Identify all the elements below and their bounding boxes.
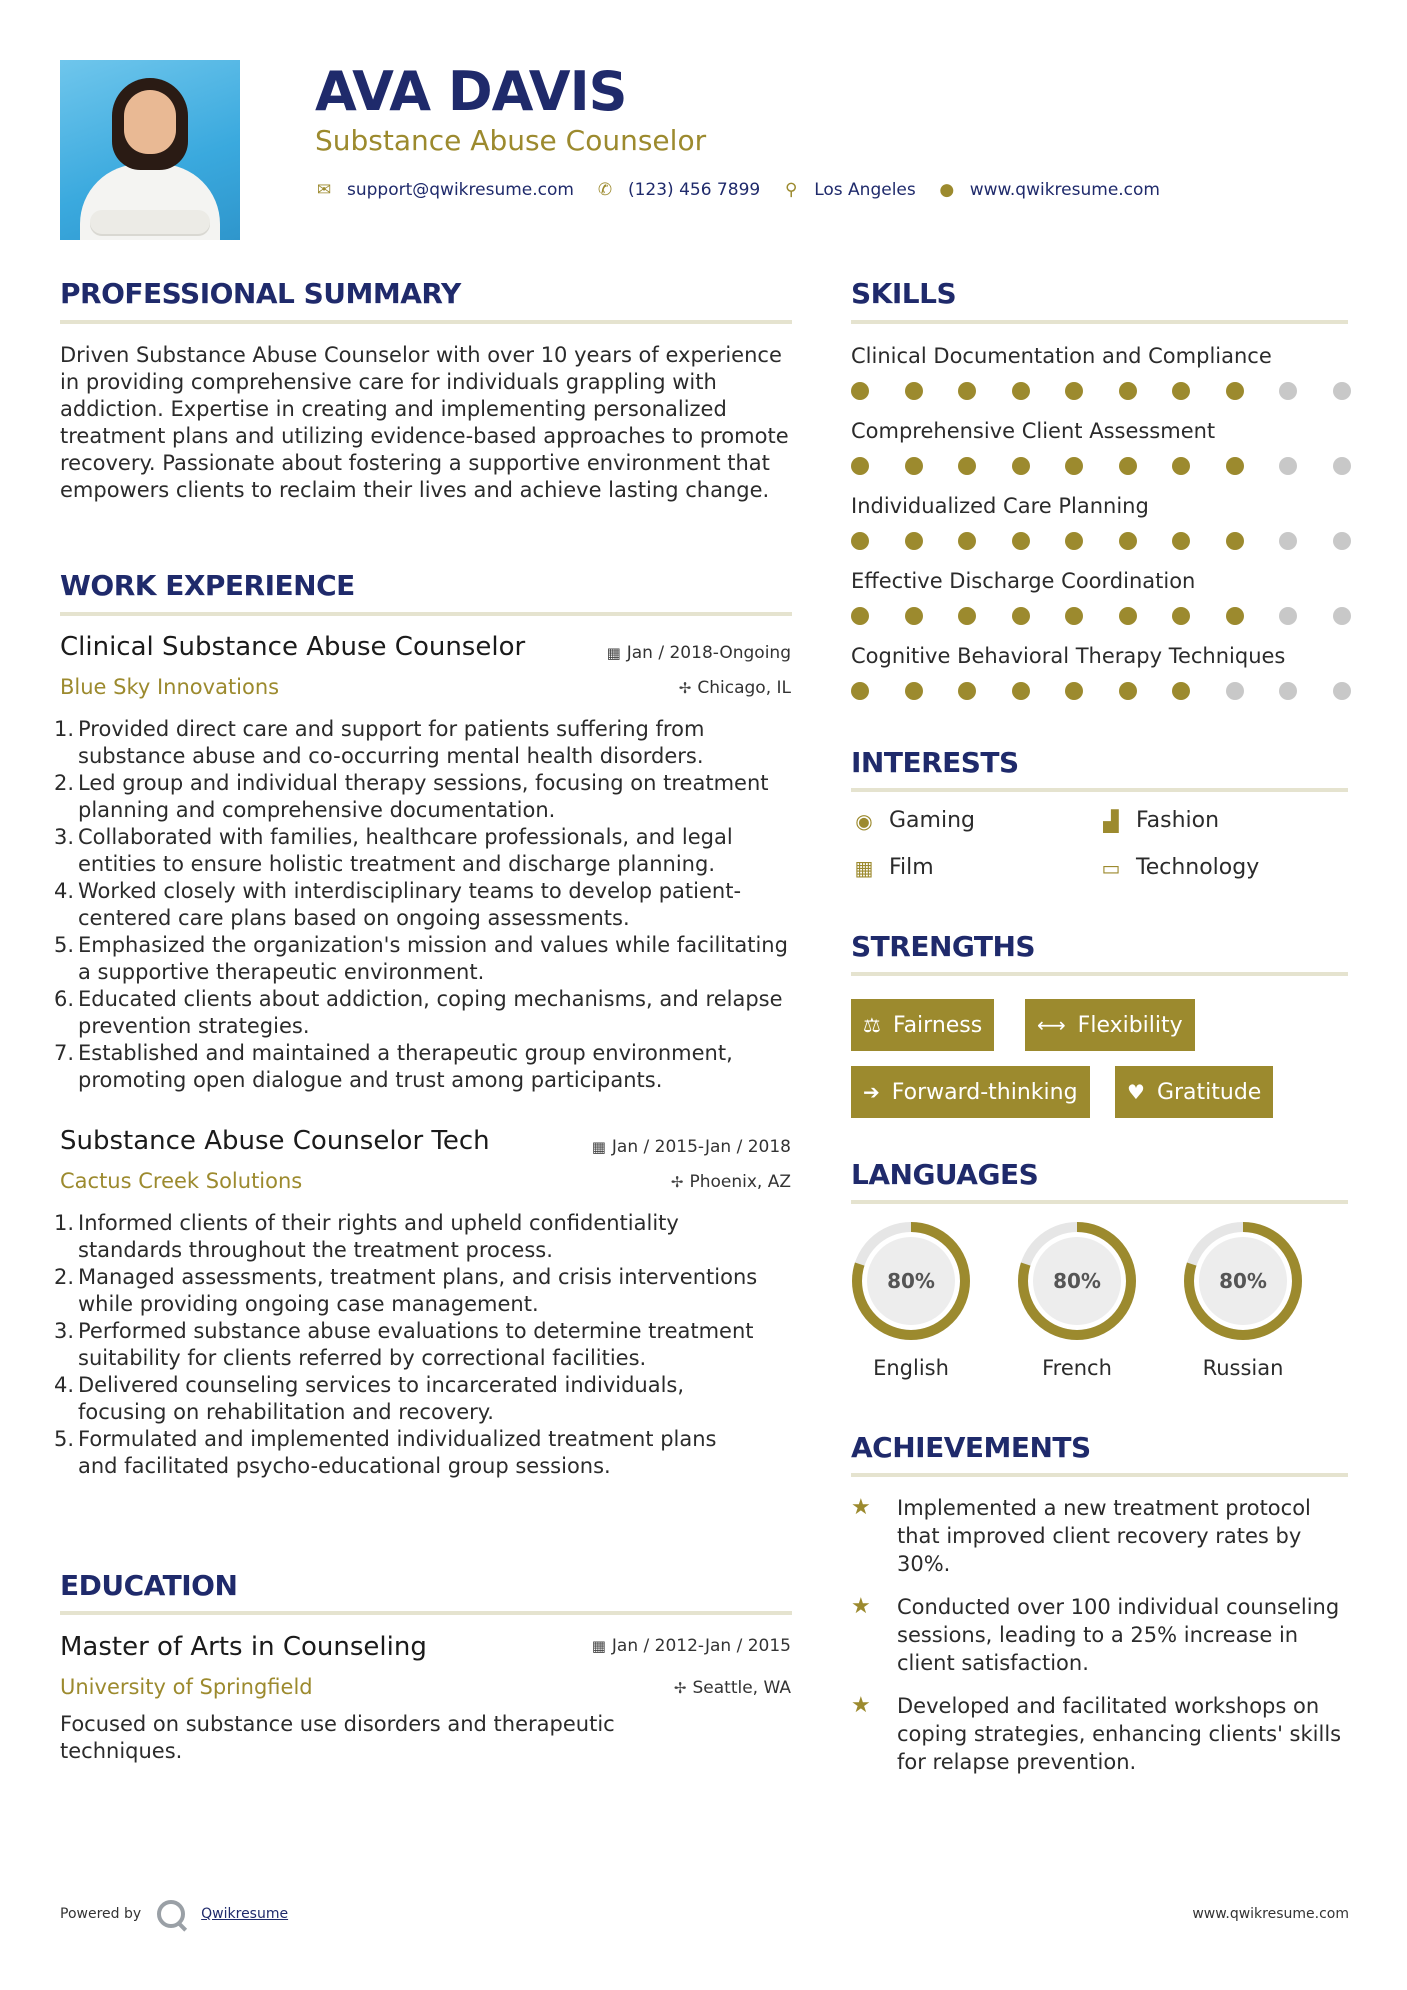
star-award-icon: ★ [851, 1693, 871, 1718]
skills-heading: SKILLS [851, 277, 957, 310]
envelope-icon: ✉ [316, 180, 332, 200]
job-location-text: Chicago, IL [697, 678, 791, 698]
rating-dot-empty [1279, 607, 1297, 625]
rating-dot-filled [1119, 532, 1137, 550]
rating-dot-filled [1012, 457, 1030, 475]
rating-dot-empty [1279, 457, 1297, 475]
list-item: 3. Performed substance abuse evaluations to determine treatment suitability for clients referred by correctional facilities. [54, 1319, 754, 1370]
rating-dot-filled [1172, 382, 1190, 400]
rating-dot-filled [1226, 607, 1244, 625]
rating-dot-empty [1333, 457, 1351, 475]
strength-badge [1025, 999, 1195, 1051]
job-dates [607, 643, 791, 663]
job-bullets [54, 716, 800, 1094]
rating-dot-filled [1119, 682, 1137, 700]
rating-dot-empty [1279, 532, 1297, 550]
rating-dot-filled [851, 682, 869, 700]
skill-name: Individualized Care Planning [851, 494, 1149, 518]
rating-dot-filled [1012, 532, 1030, 550]
profile-photo [60, 60, 240, 240]
strength-label: Forward-thinking [891, 1079, 1078, 1105]
language-percent: 80% [887, 1269, 935, 1293]
strength-badge [1115, 1066, 1273, 1118]
list-item: 2. Managed assessments, treatment plans, and crisis interventions while providing ongoing case management. [54, 1265, 758, 1316]
brand-link[interactable]: Qwikresume [201, 1906, 289, 1922]
phone-text[interactable]: (123) 456 7899 [627, 180, 761, 200]
education-location-text: Seattle, WA [692, 1678, 791, 1698]
job-dates-text: Jan / 2018-Ongoing [626, 643, 791, 663]
contact-bar [315, 180, 1182, 200]
summary-text: Driven Substance Abuse Counselor with over 10 years of experience in providing comprehensive care for individuals grappling with addiction. Expertise in creating and implementing personalized treatment plans and utilizing evidence-based approaches to promote recovery. Passionate about fostering a supportive environment that empowers clients to reclaim their lives and achieve lasting change. [60, 343, 789, 502]
rating-dot-filled [905, 682, 923, 700]
strengths-divider [851, 972, 1348, 976]
skill-rating [851, 682, 1351, 700]
education-dates [592, 1636, 791, 1656]
star-award-icon: ★ [851, 1495, 871, 1520]
languages-heading: LANGUAGES [851, 1158, 1039, 1191]
job-bullets [54, 1210, 760, 1480]
language-item [1016, 1220, 1138, 1380]
skill-rating [851, 532, 1351, 550]
website-text[interactable]: www.qwikresume.com [969, 180, 1160, 200]
rating-dot-filled [1226, 532, 1244, 550]
gamepad-icon: ◉ [855, 808, 873, 833]
job-dates-text: Jan / 2015-Jan / 2018 [611, 1137, 791, 1157]
strength-badge [851, 999, 994, 1051]
footer-powered-by [60, 1900, 288, 1928]
achievement-item [851, 1494, 1351, 1578]
rating-dot-filled [851, 607, 869, 625]
qwikresume-logo-icon [157, 1900, 185, 1928]
rating-dot-filled [905, 532, 923, 550]
calendar-icon: ▦ [606, 644, 621, 662]
strengths-heading: STRENGTHS [851, 930, 1036, 963]
education-divider [60, 1611, 792, 1615]
balance-scale-icon: ⚖ [863, 1013, 881, 1037]
list-item: 7. Established and maintained a therapeutic group environment, promoting open dialogue and trust among participants. [54, 1041, 733, 1092]
education-location [674, 1678, 791, 1698]
rating-dot-filled [1172, 457, 1190, 475]
rating-dot-filled [1119, 382, 1137, 400]
rating-dot-filled [1065, 457, 1083, 475]
list-item: 5. Formulated and implemented individualized treatment plans and facilitated psycho-educational group sessions. [54, 1427, 717, 1478]
interest-label: Fashion [1136, 808, 1220, 833]
summary-divider [60, 320, 792, 324]
language-item [1182, 1220, 1304, 1380]
list-item: 4. Worked closely with interdisciplinary teams to develop patient-centered care plans based on ongoing assessments. [54, 879, 742, 930]
rating-dot-empty [1279, 682, 1297, 700]
rating-dot-filled [1012, 382, 1030, 400]
skill-rating [851, 607, 1351, 625]
calendar-icon: ▦ [591, 1637, 606, 1655]
email-text[interactable]: support@qwikresume.com [347, 180, 574, 200]
degree-title: Master of Arts in Counseling [60, 1632, 427, 1662]
interests-divider [851, 788, 1348, 792]
achievement-item [851, 1593, 1351, 1677]
map-pin-icon: ⚲ [784, 180, 798, 200]
rating-dot-filled [1226, 382, 1244, 400]
list-item: 1. Informed clients of their rights and upheld confidentiality standards throughout the treatment process. [54, 1211, 679, 1262]
achievements-divider [851, 1473, 1348, 1477]
interest-item [851, 855, 934, 880]
rating-dot-filled [1065, 532, 1083, 550]
rating-dot-empty [1333, 682, 1351, 700]
skills-divider [851, 320, 1348, 324]
contact-email[interactable] [315, 180, 574, 200]
contact-location [782, 180, 916, 200]
phone-icon: ✆ [597, 180, 613, 200]
interest-item [851, 808, 975, 833]
rating-dot-filled [1119, 607, 1137, 625]
rating-dot-filled [1065, 682, 1083, 700]
strength-label: Flexibility [1077, 1012, 1183, 1038]
job-dates [592, 1137, 791, 1157]
summary-heading: PROFESSIONAL SUMMARY [60, 277, 461, 310]
interest-item [1098, 855, 1259, 880]
pin-icon: ✢ [670, 1173, 684, 1191]
job-location [679, 678, 791, 698]
rating-dot-filled [958, 382, 976, 400]
film-icon: ▦ [854, 855, 874, 880]
languages-divider [851, 1200, 1348, 1204]
skill-rating [851, 457, 1351, 475]
calendar-icon: ▦ [591, 1138, 606, 1156]
pin-icon: ✢ [678, 679, 692, 697]
rating-dot-filled [851, 532, 869, 550]
list-item: 2. Led group and individual therapy sessions, focusing on treatment planning and comprehensive documentation. [54, 771, 769, 822]
language-name: Russian [1202, 1356, 1284, 1380]
rating-dot-empty [1333, 382, 1351, 400]
rating-dot-filled [958, 532, 976, 550]
strength-label: Fairness [892, 1012, 983, 1038]
rating-dot-filled [1012, 607, 1030, 625]
rating-dot-filled [958, 457, 976, 475]
globe-icon: ● [939, 180, 955, 200]
rating-dot-empty [1333, 532, 1351, 550]
rating-dot-filled [1065, 382, 1083, 400]
achievements-heading: ACHIEVEMENTS [851, 1431, 1091, 1464]
rating-dot-filled [1226, 457, 1244, 475]
education-heading: EDUCATION [60, 1569, 238, 1602]
language-item [850, 1220, 972, 1380]
rating-dot-filled [851, 457, 869, 475]
interest-item [1098, 808, 1219, 833]
candidate-role: Substance Abuse Counselor [315, 124, 707, 157]
job-company: Cactus Creek Solutions [60, 1169, 303, 1193]
rating-dot-filled [958, 682, 976, 700]
rating-dot-filled [905, 607, 923, 625]
achievement-item [851, 1692, 1351, 1776]
achievement-text: Developed and facilitated workshops on coping strategies, enhancing clients' skills for relapse prevention. [897, 1694, 1342, 1774]
interest-label: Technology [1136, 855, 1260, 880]
experience-divider [60, 612, 792, 616]
contact-phone[interactable] [596, 180, 760, 200]
achievement-text: Implemented a new treatment protocol that improved client recovery rates by 30%. [897, 1496, 1311, 1576]
laptop-icon: ▭ [1101, 855, 1121, 880]
rating-dot-filled [1172, 682, 1190, 700]
interests-heading: INTERESTS [851, 746, 1019, 779]
rating-dot-filled [1119, 457, 1137, 475]
language-name: English [873, 1356, 949, 1380]
list-item: 6. Educated clients about addiction, coping mechanisms, and relapse prevention strategies. [54, 987, 783, 1038]
job-location [671, 1172, 791, 1192]
powered-by-text: Powered by [60, 1906, 142, 1922]
rating-dot-filled [1172, 607, 1190, 625]
rating-dot-filled [1065, 607, 1083, 625]
language-percent: 80% [1053, 1269, 1101, 1293]
interest-label: Gaming [889, 808, 975, 833]
skill-name: Effective Discharge Coordination [851, 569, 1196, 593]
job-company: Blue Sky Innovations [60, 675, 280, 699]
language-ring [1182, 1220, 1304, 1342]
list-item: 1. Provided direct care and support for patients suffering from substance abuse and co-occurring mental health disorders. [54, 717, 705, 768]
list-item: 3. Collaborated with families, healthcare professionals, and legal entities to ensure holistic treatment and discharge planning. [54, 825, 733, 876]
education-description: Focused on substance use disorders and therapeutic techniques. [60, 1712, 615, 1763]
language-ring [850, 1220, 972, 1342]
language-name: French [1042, 1356, 1112, 1380]
list-item: 5. Emphasized the organization's mission and values while facilitating a supportive therapeutic environment. [54, 933, 788, 984]
rating-dot-empty [1226, 682, 1244, 700]
skill-name: Comprehensive Client Assessment [851, 419, 1216, 443]
contact-website[interactable] [938, 180, 1160, 200]
footer-url[interactable]: www.qwikresume.com [1192, 1906, 1349, 1922]
skill-rating [851, 382, 1351, 400]
strength-badge [851, 1066, 1090, 1118]
education-dates-text: Jan / 2012-Jan / 2015 [611, 1636, 791, 1656]
language-percent: 80% [1219, 1269, 1267, 1293]
job-title: Substance Abuse Counselor Tech [60, 1126, 490, 1156]
experience-heading: WORK EXPERIENCE [60, 569, 355, 602]
skill-name: Cognitive Behavioral Therapy Techniques [851, 644, 1286, 668]
strength-label: Gratitude [1156, 1079, 1262, 1105]
achievement-text: Conducted over 100 individual counseling sessions, leading to a 25% increase in client satisfaction. [897, 1595, 1340, 1675]
list-item: 4. Delivered counseling services to incarcerated individuals, focusing on rehabilitation and recovery. [54, 1373, 685, 1424]
star-award-icon: ★ [851, 1594, 871, 1619]
candidate-name: AVA DAVIS [315, 60, 627, 123]
arrows-horizontal-icon: ⟷ [1037, 1013, 1066, 1037]
heart-icon: ♥ [1127, 1080, 1145, 1104]
rating-dot-filled [905, 382, 923, 400]
rating-dot-filled [1012, 682, 1030, 700]
arrow-right-icon: ➔ [863, 1080, 880, 1104]
location-text: Los Angeles [814, 180, 916, 200]
rating-dot-filled [958, 607, 976, 625]
pin-icon: ✢ [673, 1679, 687, 1697]
interest-label: Film [889, 855, 934, 880]
rating-dot-filled [851, 382, 869, 400]
rating-dot-filled [1172, 532, 1190, 550]
rating-dot-filled [905, 457, 923, 475]
job-location-text: Phoenix, AZ [689, 1172, 791, 1192]
skill-name: Clinical Documentation and Compliance [851, 344, 1272, 368]
rating-dot-empty [1333, 607, 1351, 625]
language-ring [1016, 1220, 1138, 1342]
rating-dot-empty [1279, 382, 1297, 400]
shopping-bag-icon: ▟ [1103, 808, 1119, 833]
job-title: Clinical Substance Abuse Counselor [60, 632, 526, 662]
school-name: University of Springfield [60, 1675, 313, 1699]
